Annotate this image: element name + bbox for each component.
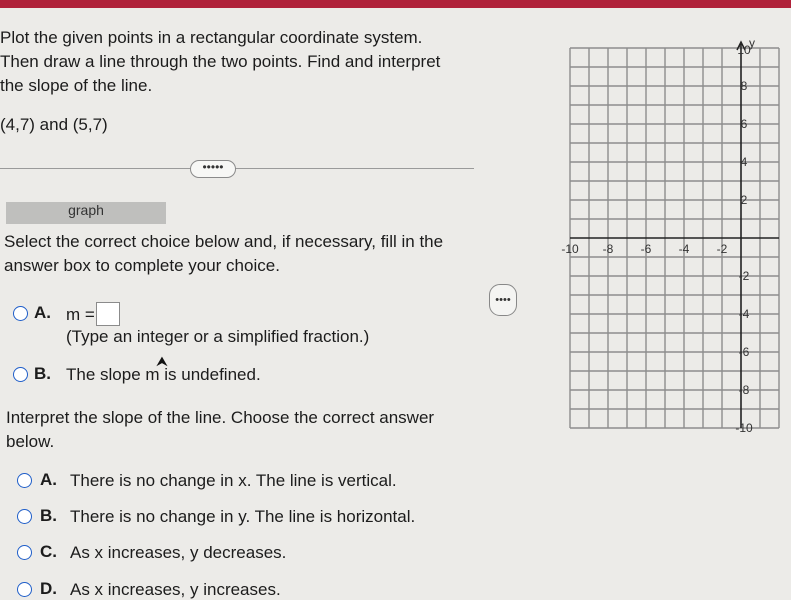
y-tick-label: -2 [738, 269, 750, 283]
part2-option-c-text: As x increases, y decreases. [70, 543, 287, 562]
y-tick-label: 10 [737, 43, 751, 57]
panel-resize-handle[interactable]: •••• [489, 284, 517, 316]
part1-option-a-letter: A. [34, 303, 51, 322]
y-tick-label: 6 [740, 117, 748, 131]
top-accent-bar [0, 0, 791, 8]
part1-option-a-hint: (Type an integer or a simplified fraction.) [66, 327, 370, 346]
y-axis-label: y [749, 36, 755, 50]
y-tick-label: 2 [740, 193, 748, 207]
coordinate-grid[interactable] [561, 36, 791, 440]
part1-prompt: Select the correct choice below and, if necessary, fill in the answer box to complete your choice. [4, 232, 444, 275]
y-tick-label: 4 [740, 155, 748, 169]
part1-option-a-radio[interactable] [13, 306, 28, 321]
part2-option-a-radio[interactable] [17, 473, 32, 488]
slope-answer-input[interactable] [96, 302, 120, 326]
part2-option-b-text: There is no change in y. The line is horizontal. [70, 507, 416, 526]
x-tick-label: -8 [602, 242, 614, 256]
part2-option-d-letter: D. [40, 579, 57, 598]
part2-option-a-letter: A. [40, 470, 57, 489]
part2-option-c-radio[interactable] [17, 545, 32, 560]
part2-option-b-radio[interactable] [17, 509, 32, 524]
section-divider [0, 168, 474, 169]
part2-option-d-radio[interactable] [17, 582, 32, 597]
y-tick-label: -10 [735, 421, 753, 435]
x-tick-label: -4 [678, 242, 690, 256]
more-button[interactable]: ••••• [190, 160, 236, 178]
x-tick-label: -2 [716, 242, 728, 256]
x-tick-label: -10 [561, 242, 579, 256]
part1-option-a-prefix: m = [66, 305, 95, 324]
question-points: (4,7) and (5,7) [0, 115, 108, 134]
part2-option-b-letter: B. [40, 506, 57, 525]
mouse-cursor-icon: ⮝ [156, 353, 168, 369]
y-tick-label: -6 [738, 345, 750, 359]
question-instruction: Plot the given points in a rectangular coordinate system. Then draw a line through the two points. Find and interpret the slope of the line. [0, 28, 441, 95]
part2-prompt: Interpret the slope of the line. Choose the correct answer below. [6, 408, 435, 451]
part1-option-b-letter: B. [34, 364, 51, 383]
x-tick-label: -6 [640, 242, 652, 256]
part1-option-b-radio[interactable] [13, 367, 28, 382]
part1-option-b-text: The slope m is undefined. [66, 365, 261, 384]
y-tick-label: -8 [738, 383, 750, 397]
part2-option-c-letter: C. [40, 542, 57, 561]
y-tick-label: -4 [738, 307, 750, 321]
graph-tab[interactable]: graph [6, 202, 166, 224]
y-tick-label: 8 [740, 79, 748, 93]
part2-option-d-text: As x increases, y increases. [70, 580, 281, 599]
part2-option-a-text: There is no change in x. The line is vertical. [70, 471, 397, 490]
